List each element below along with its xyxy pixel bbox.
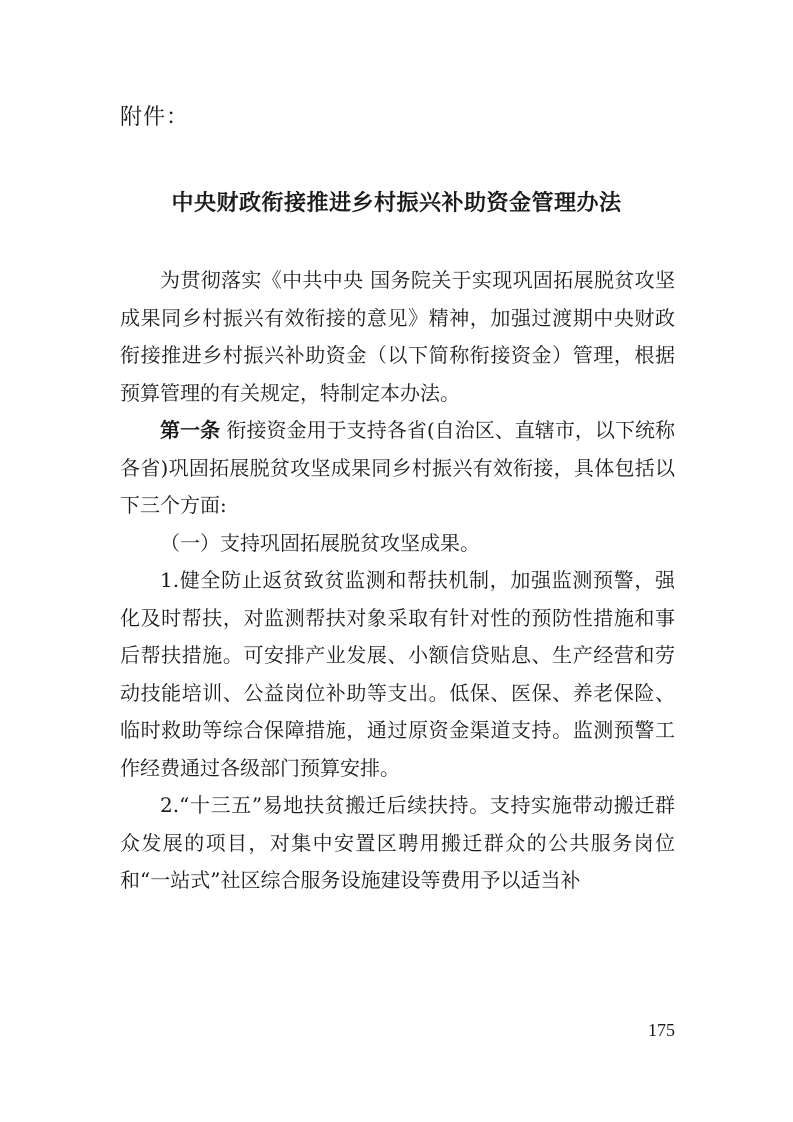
- article-1-paragraph: [120, 412, 675, 525]
- section-1-heading: （一）支持巩固拓展脱贫攻坚成果。: [160, 530, 480, 555]
- article-1-text: 衔接资金用于支持各省(自治区、直辖市，以下统称各省)巩固拓展脱贫攻坚成果同乡村振兴有效衔接，具体包括以下三个方面:: [120, 418, 676, 517]
- intro-paragraph: 为贯彻落实《中共中央 国务院关于实现巩固拓展脱贫攻坚成果同乡村振兴有效衔接的意见》精神，加强过渡期中央财政衔接推进乡村振兴补助资金（以下简称衔接资金）管理，根据预算管理的有关规定，特制定本办法。: [120, 268, 675, 405]
- attachment-label: 附件：: [120, 105, 190, 130]
- article-1-heading: 第一条: [160, 418, 221, 442]
- item-2-paragraph: 2.“十三五”易地扶贫搬迁后续扶持。支持实施带动搬迁群众发展的项目，对集中安置区聘用搬迁群众的公共服务岗位和“一站式”社区综合服务设施建设等费用予以适当补: [120, 793, 675, 892]
- document-body: [120, 262, 675, 900]
- item-1-paragraph: 1.健全防止返贫致贫监测和帮扶机制，加强监测预警，强化及时帮扶，对监测帮扶对象采取有针对性的预防性措施和事后帮扶措施。可安排产业发展、小额信贷贴息、生产经营和劳动技能培训、公益岗位补助等支出。低保、医保、养老保险、临时救助等综合保障措施，通过原资金渠道支持。监测预警工作经费通过各级部门预算安排。: [120, 568, 675, 780]
- page-number: 175: [648, 1020, 675, 1040]
- document-title: 中央财政衔接推进乡村振兴补助资金管理办法: [171, 191, 622, 216]
